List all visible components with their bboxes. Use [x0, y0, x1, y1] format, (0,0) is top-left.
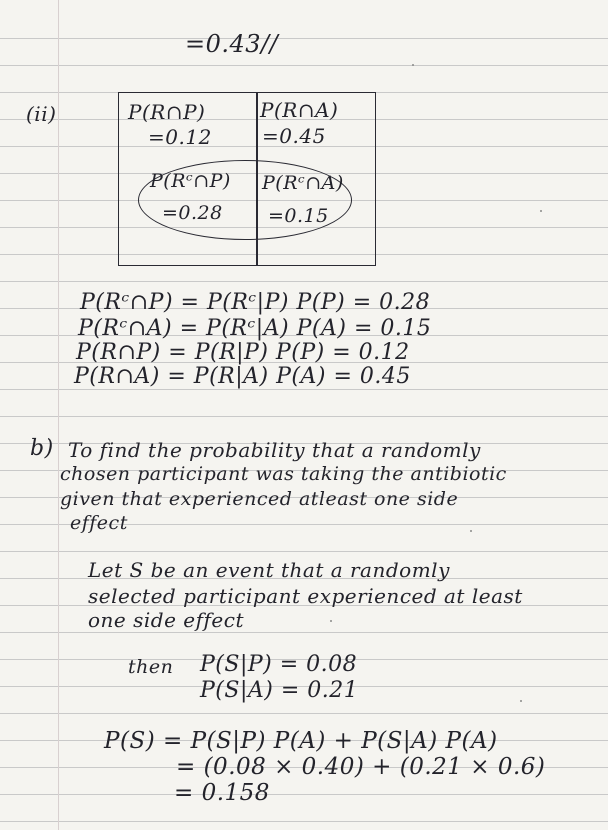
let-line: one side effect: [88, 608, 244, 632]
intro-line: To find the probability that a randomly: [68, 438, 481, 462]
equation-line: P(Rᶜ∩A) = P(Rᶜ|A) P(A) = 0.15: [78, 316, 432, 341]
then-line: P(S|P) = 0.08: [200, 652, 358, 677]
let-line: Let S be an event that a randomly: [88, 558, 450, 582]
speck: [540, 210, 542, 212]
intro-line: given that experienced atleast one side: [60, 488, 459, 510]
ps-line: = (0.08 × 0.40) + (0.21 × 0.6): [176, 754, 546, 780]
top-result: =0.43//: [185, 30, 279, 58]
cell-rc-and-p-val: =0.28: [162, 202, 223, 224]
cell-rc-and-a-expr: P(Rᶜ∩A): [262, 172, 344, 194]
intro-line: effect: [70, 512, 128, 534]
equation-line: P(Rᶜ∩P) = P(Rᶜ|P) P(P) = 0.28: [80, 290, 431, 315]
cell-r-and-a-val: =0.45: [262, 124, 326, 148]
speck: [520, 700, 522, 702]
margin-line: [58, 0, 59, 830]
equation-line: P(R∩A) = P(R|A) P(A) = 0.45: [74, 364, 411, 389]
speck: [330, 620, 332, 622]
cell-r-and-p-expr: P(R∩P): [128, 100, 206, 124]
cell-r-and-a-expr: P(R∩A): [260, 98, 339, 122]
cell-rc-and-a-val: =0.15: [268, 205, 329, 227]
ps-line: = 0.158: [174, 780, 270, 806]
speck: [412, 64, 414, 66]
intro-line: chosen participant was taking the antibiotic: [60, 463, 507, 485]
then-label: then: [128, 656, 174, 678]
let-line: selected participant experienced at least: [88, 584, 523, 608]
speck: [470, 530, 472, 532]
cell-r-and-p-val: =0.12: [148, 125, 212, 149]
then-line: P(S|A) = 0.21: [200, 678, 359, 703]
cell-rc-and-p-expr: P(Rᶜ∩P): [150, 170, 231, 192]
part-b-label: b): [30, 436, 54, 461]
equation-line: P(R∩P) = P(R|P) P(P) = 0.12: [76, 340, 410, 365]
ps-line: P(S) = P(S|P) P(A) + P(S|A) P(A): [104, 728, 498, 754]
part-ii-label: (ii): [26, 102, 57, 126]
